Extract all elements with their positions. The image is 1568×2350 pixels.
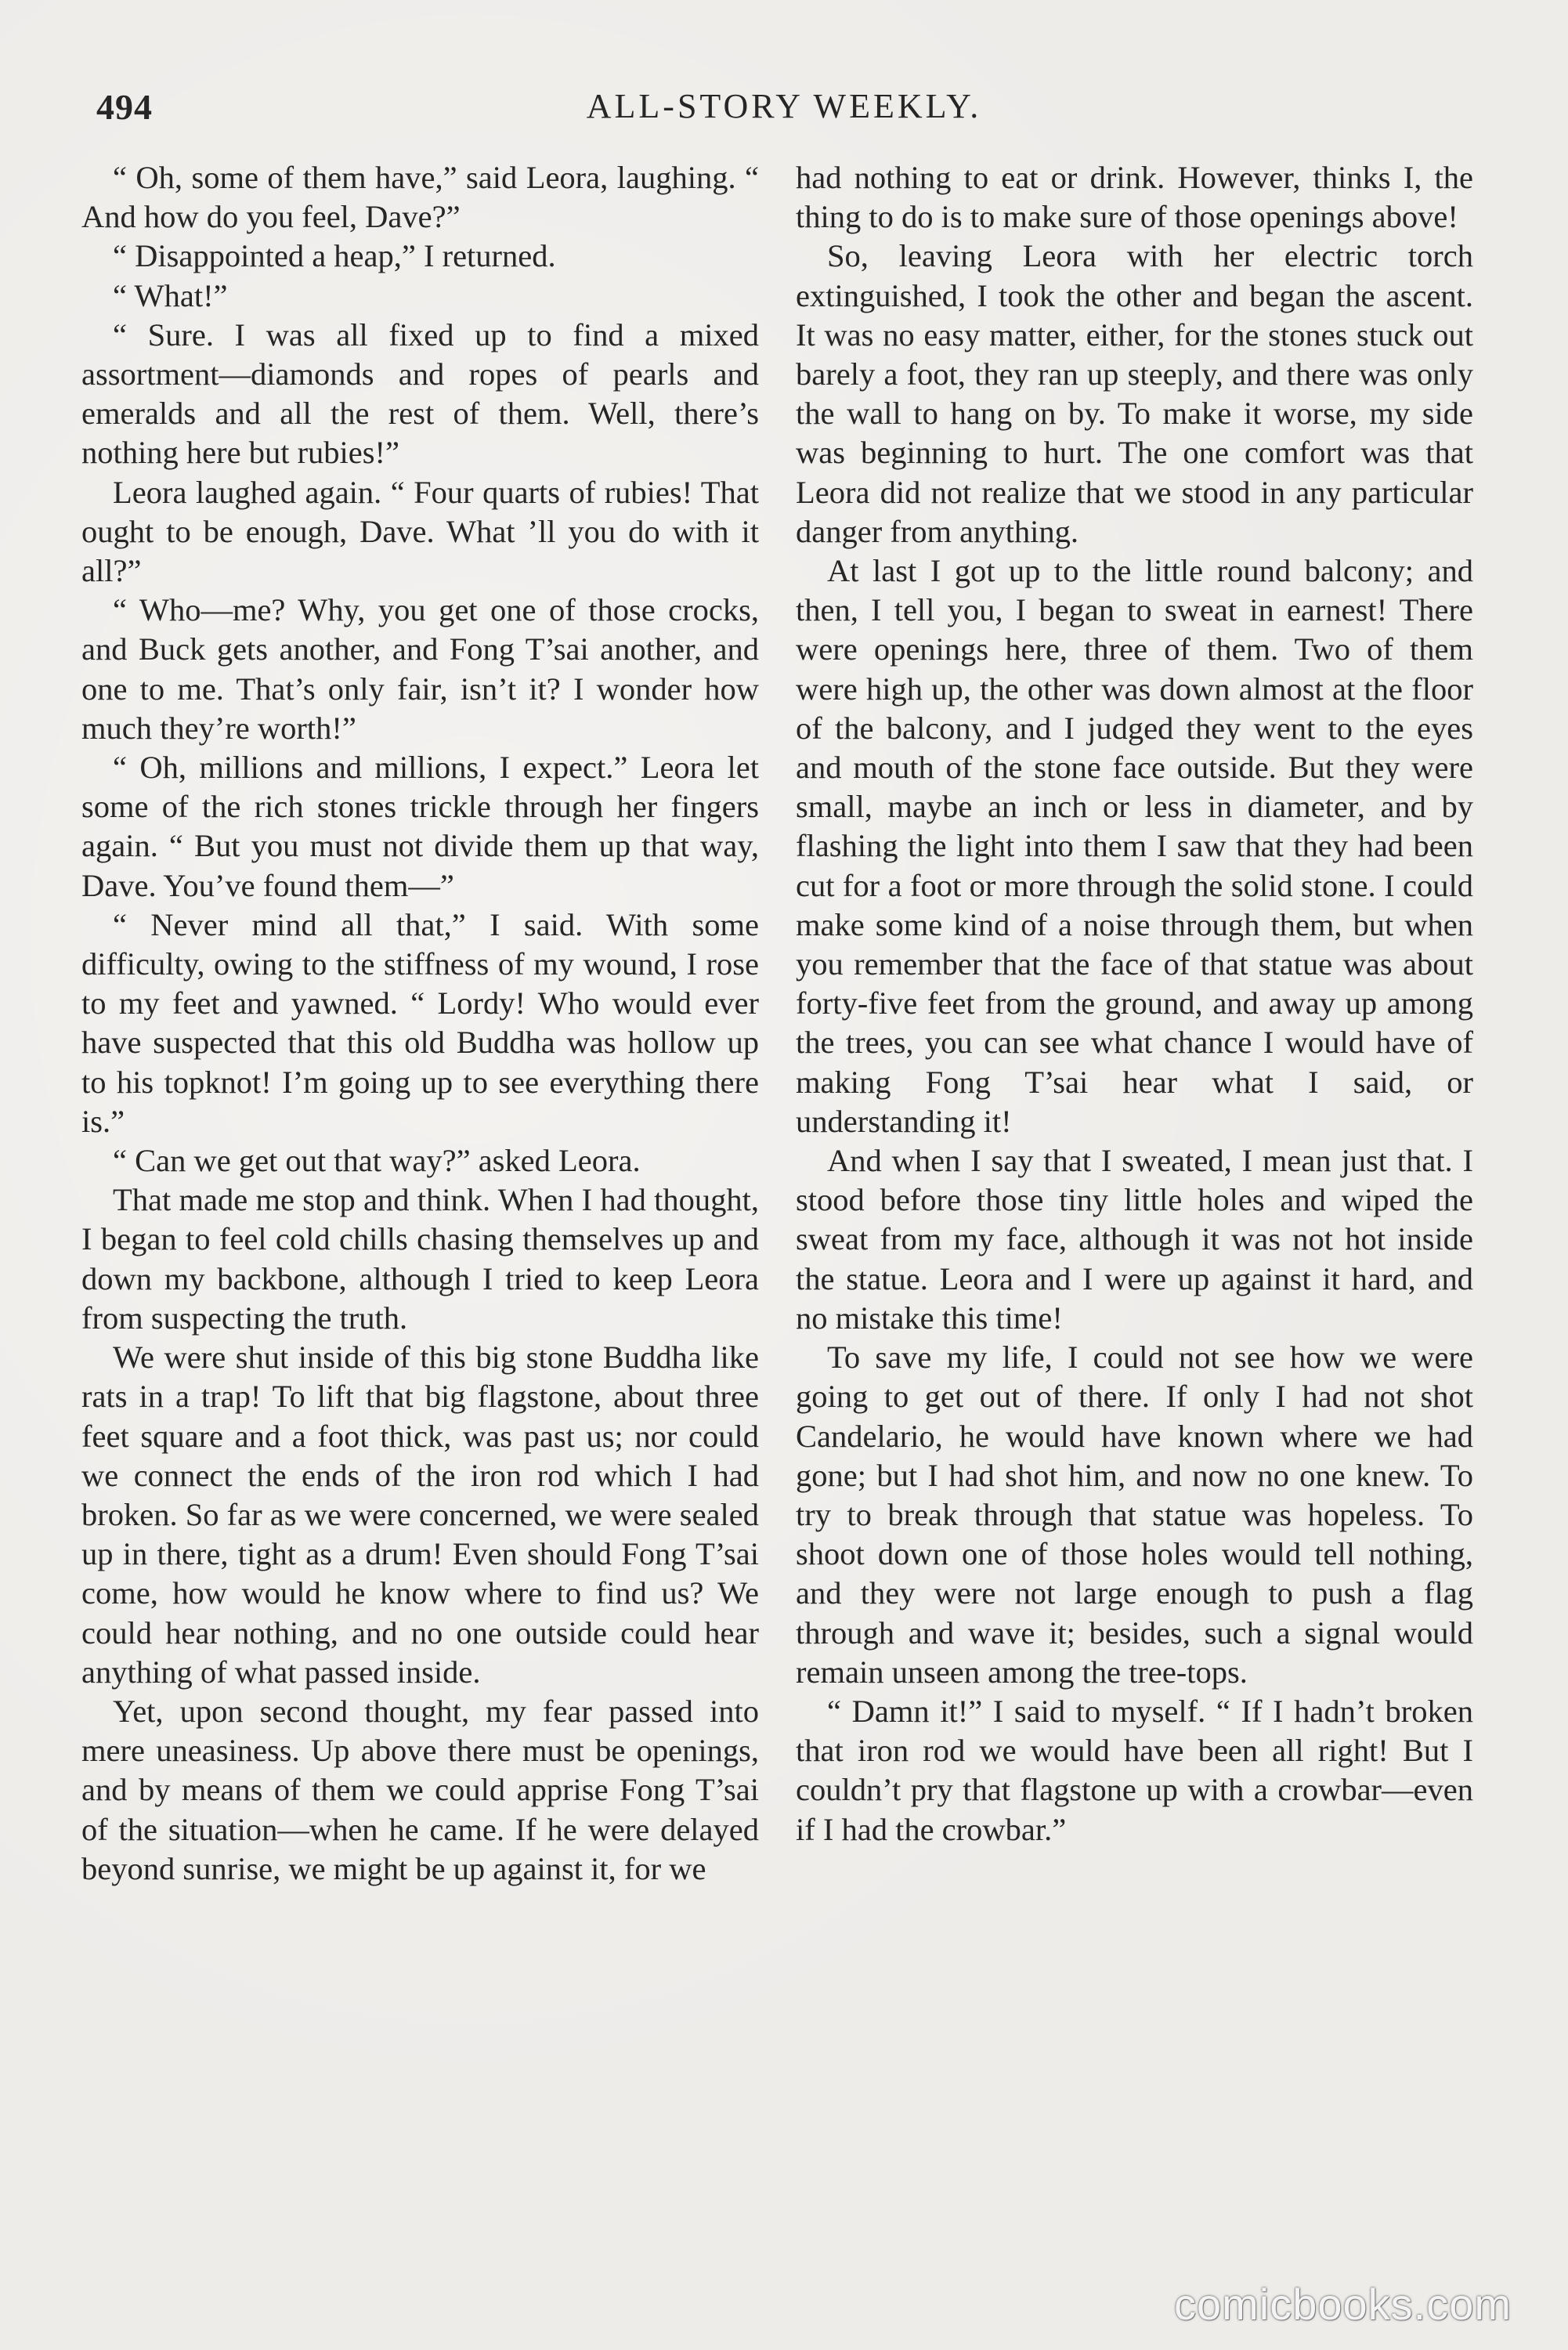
paragraph: “ Never mind all that,” I said. With some difficulty, owing to the stiffness of my wound, I rose to my feet and yawned. “ Lordy! Who would ever have suspected that this old Buddha was hollow up to his topknot! I’m going up to see everything there is.” [81,906,759,1139]
paragraph: had nothing to eat or drink. However, thinks I, the thing to do is to make sure of those openings above! [796,160,1473,235]
left-column [81,158,759,1889]
page-number: 494 [96,87,153,127]
page-header [0,86,1568,133]
paragraph: “ Who—me? Why, you get one of those crocks, and Buck gets another, and Fong T’sai another, and one to me. That’s only fair, isn’t it? I wonder how much they’re worth!” [81,592,759,746]
running-title: ALL-STORY WEEKLY. [586,87,982,125]
paragraph: And when I say that I sweated, I mean just that. I stood before those tiny little holes and wiped the sweat from my face, although it was not hot inside the statue. Leora and I were up against it hard, and no mistake this time! [796,1143,1473,1336]
paragraph: “ Disappointed a heap,” I returned. [113,238,556,274]
paragraph: At last I got up to the little round balcony; and then, I tell you, I began to sweat in earnest! There were openings here, three of them. Two of them were high up, the other was down almost at the floor of the balcony, and I judged they went to the eyes and mouth of the stone face outside. But they were small, maybe an inch or less in diameter, and by flashing the light into them I saw that they had been cut for a foot or more through the solid stone. I could make some kind of a noise through them, but when you remember that the face of that statue was about forty-five feet from the ground, and away up among the trees, you can see what chance I would have of making Fong T’sai hear what I said, or understanding it! [796,553,1473,1139]
paragraph: That made me stop and think. When I had thought, I began to feel cold chills chasing themselves up and down my backbone, although I tried to keep Leora from suspecting the truth. [81,1182,759,1336]
paragraph: Yet, upon second thought, my fear passed into mere uneasiness. Up above there must be openings, and by means of them we could apprise Fong T’sai of the situation—when he came. If he were delayed beyond sunrise, we might be up against it, for we [81,1693,759,1886]
right-column [796,158,1473,1849]
paragraph: “ Oh, some of them have,” said Leora, laughing. “ And how do you feel, Dave?” [81,160,759,235]
paragraph: Leora laughed again. “ Four quarts of rubies! That ought to be enough, Dave. What ’ll you do with it all?” [81,474,759,589]
paragraph: “ Damn it!” I said to myself. “ If I hadn’t broken that iron rod we would have been all right! But I couldn’t pry that flagstone up with a crowbar—even if I had the crowbar.” [796,1693,1473,1847]
site-watermark: comicbooks.com [1173,2280,1512,2329]
paragraph: So, leaving Leora with her electric torch extinguished, I took the other and began the ascent. It was no easy matter, either, for the stones stuck out barely a foot, they ran up steeply, and there was only the wall to hang on by. To make it worse, my side was beginning to hurt. The one comfort was that Leora did not realize that we stood in any particular danger from anything. [796,238,1473,549]
paragraph: “ Sure. I was all fixed up to find a mixed assortment—diamonds and ropes of pearls and emeralds and all the rest of them. Well, there’s nothing here but rubies!” [81,316,759,471]
paragraph: “ Can we get out that way?” asked Leora. [113,1143,641,1179]
paragraph: “ Oh, millions and millions, I expect.” Leora let some of the rich stones trickle through her fingers again. “ But you must not divide them up that way, Dave. You’ve found them—” [81,750,759,903]
paragraph: To save my life, I could not see how we were going to get out of there. If only I had not shot Candelario, he would have known where we had gone; but I had shot him, and now no one knew. To try to break through that statue was hopeless. To shoot down one of those holes would tell nothing, and they were not large enough to push a flag through and wave it; besides, such a signal would remain unseen among the tree-tops. [796,1340,1473,1690]
paragraph: We were shut inside of this big stone Buddha like rats in a trap! To lift that big flagstone, about three feet square and a foot thick, was past us; nor could we connect the ends of the iron rod which I had broken. So far as we were concerned, we were sealed up in there, tight as a drum! Even should Fong T’sai come, how would he know where to find us? We could hear nothing, and no one outside could hear anything of what passed inside. [81,1340,759,1690]
paragraph: “ What!” [113,277,228,313]
